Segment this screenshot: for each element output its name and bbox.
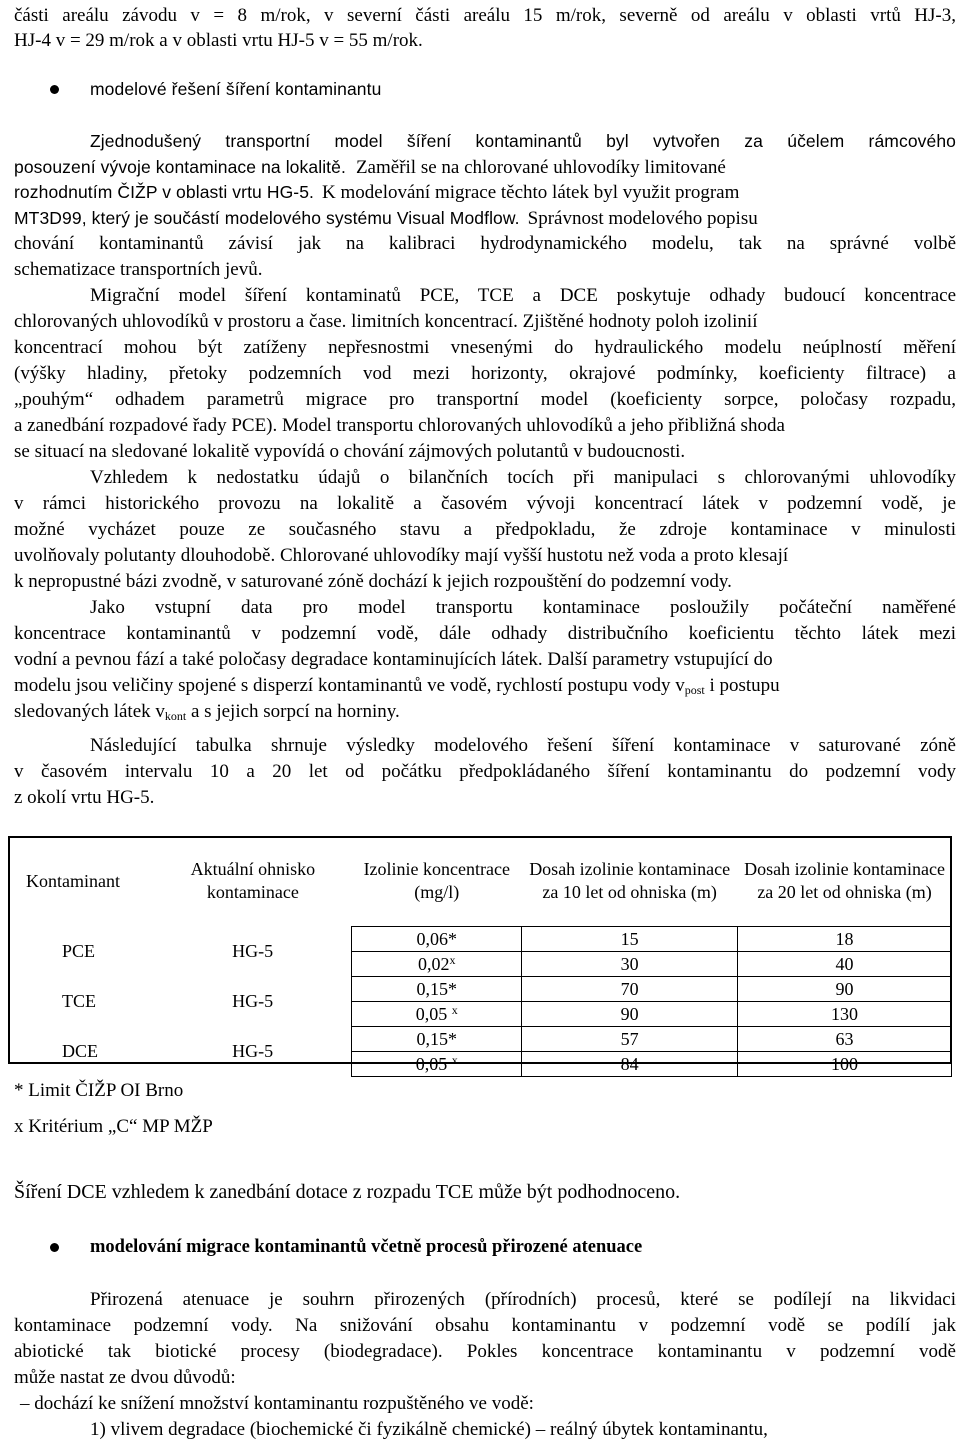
text-line: kontaminace podzemní vody. Na snižování obsahu kontaminantu v podzemní vodě se podílí jak: [14, 1315, 956, 1336]
footnote: * Limit ČIŽP OI Brno: [14, 1080, 184, 1101]
izolinie-cell: [352, 952, 522, 977]
text-span: posouzení vývoje kontaminace na lokalitě.: [14, 157, 346, 177]
table-header-row: [8, 836, 952, 927]
text-line: 1) vlivem degradace (biochemické či fyzikálně chemické) – reálný úbytek kontaminantu,: [90, 1419, 768, 1440]
text-line: části areálu závodu v = 8 m/rok, v severní části areálu 15 m/rok, severně od areálu v oblasti vrtů HJ-3,: [14, 5, 956, 26]
text-span: uvolňovaly polutanty dlouhodobě.: [14, 545, 276, 566]
dosah-10-cell: 57: [522, 1027, 738, 1052]
izolinie-cell: [352, 1027, 522, 1052]
text-line: [14, 674, 956, 698]
ohnisko-cell: HG-5: [232, 941, 274, 961]
izolinie-value: 0,15*: [416, 978, 458, 999]
izolinie-cell: [352, 1052, 522, 1077]
dosah-10-cell: 70: [522, 977, 738, 1002]
table-header-cell: Dosah izolinie kontaminace za 10 let od ohniska (m): [529, 859, 731, 902]
izolinie-cell: [352, 927, 522, 952]
ohnisko-cell: HG-5: [232, 1041, 274, 1061]
dosah-10-cell: 90: [522, 1002, 738, 1027]
text-line: [14, 648, 956, 672]
izolinie-cell: [352, 977, 522, 1002]
text-line: [14, 310, 956, 334]
text-span: vodní a pevnou fází a také poločasy degradace kontaminujících látek.: [14, 649, 543, 670]
text-line: Zjednodušený transportní model šíření kontaminantů byl vytvořen za účelem rámcového: [90, 131, 956, 151]
text-line: (výšky hladiny, přetoky podzemních vod mezi horizonty, okrajové podmínky, koeficienty filtrace) a: [14, 363, 956, 384]
table-row: [8, 927, 952, 952]
criterion-mark: x: [451, 1002, 458, 1017]
table-header-cell: Dosah izolinie kontaminace za 20 let od ohniska (m): [744, 859, 946, 902]
dosah-10-cell: 84: [522, 1052, 738, 1077]
text-line: [14, 700, 956, 724]
text-line: Přirozená atenuace je souhrn přirozených (přírodních) procesů, které se podílejí na likvidaci: [90, 1289, 956, 1310]
text-line: [14, 155, 956, 179]
izolinie-value: 0,15*: [416, 1028, 458, 1049]
subscript: kont: [164, 709, 187, 723]
text-line: HJ-4 v = 29 m/rok a v oblasti vrtu HJ-5 v = 55 m/rok.: [14, 30, 423, 51]
table-header-cell: Aktuální ohnisko kontaminace: [190, 859, 316, 903]
text-span: a s jejich sorpcí na horniny.: [186, 701, 400, 722]
text-line: v časovém intervalu 10 a 20 let od počátku předpokládaného šíření kontaminantu do podzemní vody: [14, 761, 956, 782]
bullet-icon: [50, 1243, 59, 1252]
dosah-20-cell: 18: [738, 927, 952, 952]
results-table: [8, 836, 952, 1077]
criterion-mark: x: [451, 1052, 458, 1067]
text-line: [14, 206, 956, 230]
ohnisko-cell: HG-5: [232, 991, 274, 1011]
text-line: Vzhledem k nedostatku údajů o bilančních tocích při manipulaci s chlorovanými uhlovodíky: [90, 467, 956, 488]
table-row: [8, 1027, 952, 1052]
text-span: Model transportu chlorovaných uhlovodíků a jeho přibližná shoda: [282, 415, 785, 436]
text-line: [14, 180, 956, 204]
kontaminant-cell: DCE: [62, 1041, 98, 1061]
section-heading: modelové řešení šíření kontaminantu: [90, 79, 382, 99]
table-header-cell: Kontaminant: [26, 870, 120, 891]
text-line: z okolí vrtu HG-5.: [14, 787, 155, 808]
izolinie-value: 0,05: [415, 1003, 452, 1024]
dosah-20-cell: 130: [738, 1002, 952, 1027]
kontaminant-cell: TCE: [62, 991, 96, 1011]
bullet-icon: [50, 85, 59, 94]
text-span: Zjištěné hodnoty poloh izolinií: [522, 311, 758, 332]
text-line: Následující tabulka shrnuje výsledky modelového řešení šíření kontaminace v saturované zóně: [90, 735, 956, 756]
kontaminant-cell: PCE: [62, 941, 96, 961]
text-line: [14, 414, 956, 438]
text-span: rozhodnutím ČIŽP v oblasti vrtu HG-5.: [14, 182, 315, 202]
text-span: sledovaných látek v: [14, 701, 165, 722]
izolinie-value: 0,02: [418, 953, 450, 974]
dosah-10-cell: 15: [522, 927, 738, 952]
text-span: Další parametry vstupující do: [547, 649, 773, 670]
izolinie-value: 0,06*: [416, 928, 458, 949]
text-span: K modelování migrace těchto látek byl využit program: [322, 182, 740, 203]
text-span: a zanedbání rozpadové řady PCE).: [14, 415, 278, 436]
text-line: v rámci historického provozu na lokalitě a časovém vývoji koncentrací látek v podzemní vodě, je: [14, 493, 956, 514]
text-span: modelu jsou veličiny spojené s disperzí kontaminantů ve vodě, rychlostí postupu vody v: [14, 675, 685, 696]
footnote: x Kritérium „C“ MP MŽP: [14, 1116, 213, 1137]
section-heading: modelování migrace kontaminantů včetně procesů přirozené atenuace: [90, 1237, 643, 1257]
dosah-20-cell: 90: [738, 977, 952, 1002]
text-line: abiotické tak biotické procesy (biodegradace). Pokles koncentrace kontaminantu v podzemní vodě: [14, 1341, 956, 1362]
dosah-10-cell: 30: [522, 952, 738, 977]
text-line: k nepropustné bázi zvodně, v saturované zóně dochází k jejich rozpouštění do podzemní vody.: [14, 571, 732, 592]
text-line: Jako vstupní data pro model transportu kontaminace posloužily počáteční naměřené: [90, 597, 956, 618]
text-span: MT3D99, který je součástí modelového systému Visual Modflow.: [14, 208, 520, 228]
subscript: post: [684, 683, 705, 697]
table-row: [8, 977, 952, 1002]
dosah-20-cell: 100: [738, 1052, 952, 1077]
text-line: Migrační model šíření kontaminatů PCE, TCE a DCE poskytuje odhady budoucí koncentrace: [90, 285, 956, 306]
criterion-mark: x: [449, 952, 456, 967]
text-line: koncentrace kontaminantů v podzemní vodě, dále odhady distribučního koeficientu těchto látek mezi: [14, 623, 956, 644]
text-line: [14, 544, 956, 568]
text-line: „pouhým“ odhadem parametrů migrace pro transportní model (koeficienty sorpce, poločasy rozpadu,: [14, 389, 956, 410]
text-line: se situací na sledované lokalitě vypovídá o chování zájmových polutantů v budoucnosti.: [14, 441, 686, 462]
text-line: koncentrací mohou být zatíženy nepřesnostmi vnesenými do hydraulického modelu neúplností měření: [14, 337, 956, 358]
text-span: i postupu: [704, 675, 780, 696]
text-line: schematizace transportních jevů.: [14, 259, 263, 280]
text-line: Šíření DCE vzhledem k zanedbání dotace z rozpadu TCE může být podhodnoceno.: [14, 1181, 681, 1203]
izolinie-cell: [352, 1002, 522, 1027]
text-span: chlorovaných uhlovodíků v prostoru a čase. limitních koncentrací.: [14, 311, 518, 332]
text-span: Správnost modelového popisu: [527, 208, 758, 229]
text-line: může nastat ze dvou důvodů:: [14, 1367, 236, 1388]
text-line: chování kontaminantů závisí jak na kalibraci hydrodynamického modelu, tak na správné volbě: [14, 233, 956, 254]
text-span: Zaměřil se na chlorované uhlovodíky limitované: [355, 157, 726, 178]
text-line: možné vycházet pouze ze současného stavu a předpokladu, že zdroje kontaminace v minulosti: [14, 519, 956, 540]
dosah-20-cell: 40: [738, 952, 952, 977]
text-span: Chlorované uhlovodíky mají vyšší hustotu než voda a proto klesají: [279, 545, 789, 566]
izolinie-value: 0,05: [415, 1053, 452, 1074]
table-header-cell: Izolinie koncentrace (mg/l): [363, 859, 510, 902]
dosah-20-cell: 63: [738, 1027, 952, 1052]
text-line: – dochází ke snížení množství kontaminantu rozpuštěného ve vodě:: [20, 1393, 534, 1414]
